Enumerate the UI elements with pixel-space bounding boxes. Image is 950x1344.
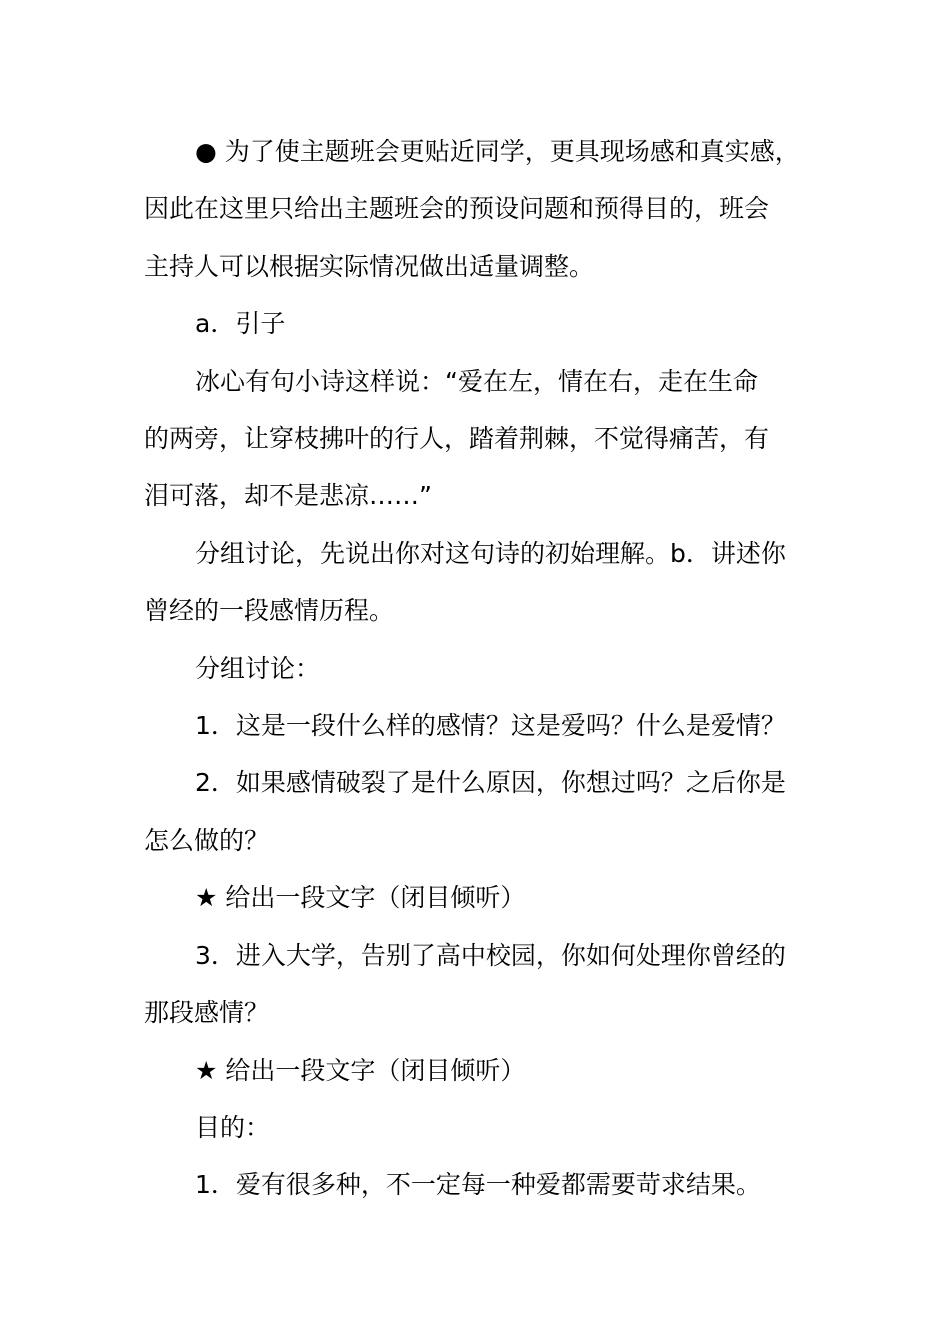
text-line: ● 为了使主题班会更贴近同学，更具现场感和真实感，: [195, 137, 800, 166]
text-line: 3．进入大学，告别了高中校园，你如何处理你曾经的: [195, 940, 786, 970]
text-line: 2．如果感情破裂了是什么原因，你想过吗？之后你是: [195, 768, 786, 798]
text-line: 冰心有句小诗这样说：“爱在左，情在右，走在生命: [195, 366, 758, 396]
text-line: ★ 给出一段文字（闭目倾听）: [195, 1055, 526, 1085]
text-line: 怎么做的？: [144, 825, 270, 855]
text-line: 分组讨论，先说出你对这句诗的初始理解。b．讲述你: [195, 538, 786, 568]
text-line: 因此在这里只给出主题班会的预设问题和预得目的，班会: [144, 194, 770, 224]
question-3: [144, 927, 810, 1042]
question-2: [144, 754, 810, 869]
text-line: 1．爱有很多种，不一定每一种爱都需要苛求结果。: [195, 1170, 761, 1200]
text-line: ★ 给出一段文字（闭目倾听）: [195, 883, 526, 913]
text-line: 目的：: [195, 1112, 271, 1142]
document-body: [144, 123, 810, 1214]
star-note-1: [144, 869, 810, 926]
paragraph-intro: [144, 123, 810, 295]
question-1: [144, 697, 810, 754]
star-note-2: [144, 1042, 810, 1099]
section-heading-a: [144, 295, 810, 352]
purpose-heading: [144, 1099, 810, 1156]
purpose-item-1: [144, 1156, 810, 1213]
text-line: a．引子: [195, 309, 286, 339]
text-line: 泪可落，却不是悲凉……”: [144, 481, 432, 511]
text-line: 主持人可以根据实际情况做出适量调整。: [144, 251, 595, 281]
paragraph-group-discussion: [144, 640, 810, 697]
text-line: 的两旁，让穿枝拂叶的行人，踏着荆棘，不觉得痛苦，有: [144, 424, 770, 454]
paragraph-poem-quote: [144, 353, 810, 525]
text-line: 曾经的一段感情历程。: [144, 596, 395, 626]
paragraph-discussion-b: [144, 525, 810, 640]
text-line: 那段感情？: [144, 998, 270, 1028]
text-line: 分组讨论：: [195, 653, 321, 683]
text-line: 1．这是一段什么样的感情？这是爱吗？什么是爱情？: [195, 711, 786, 741]
